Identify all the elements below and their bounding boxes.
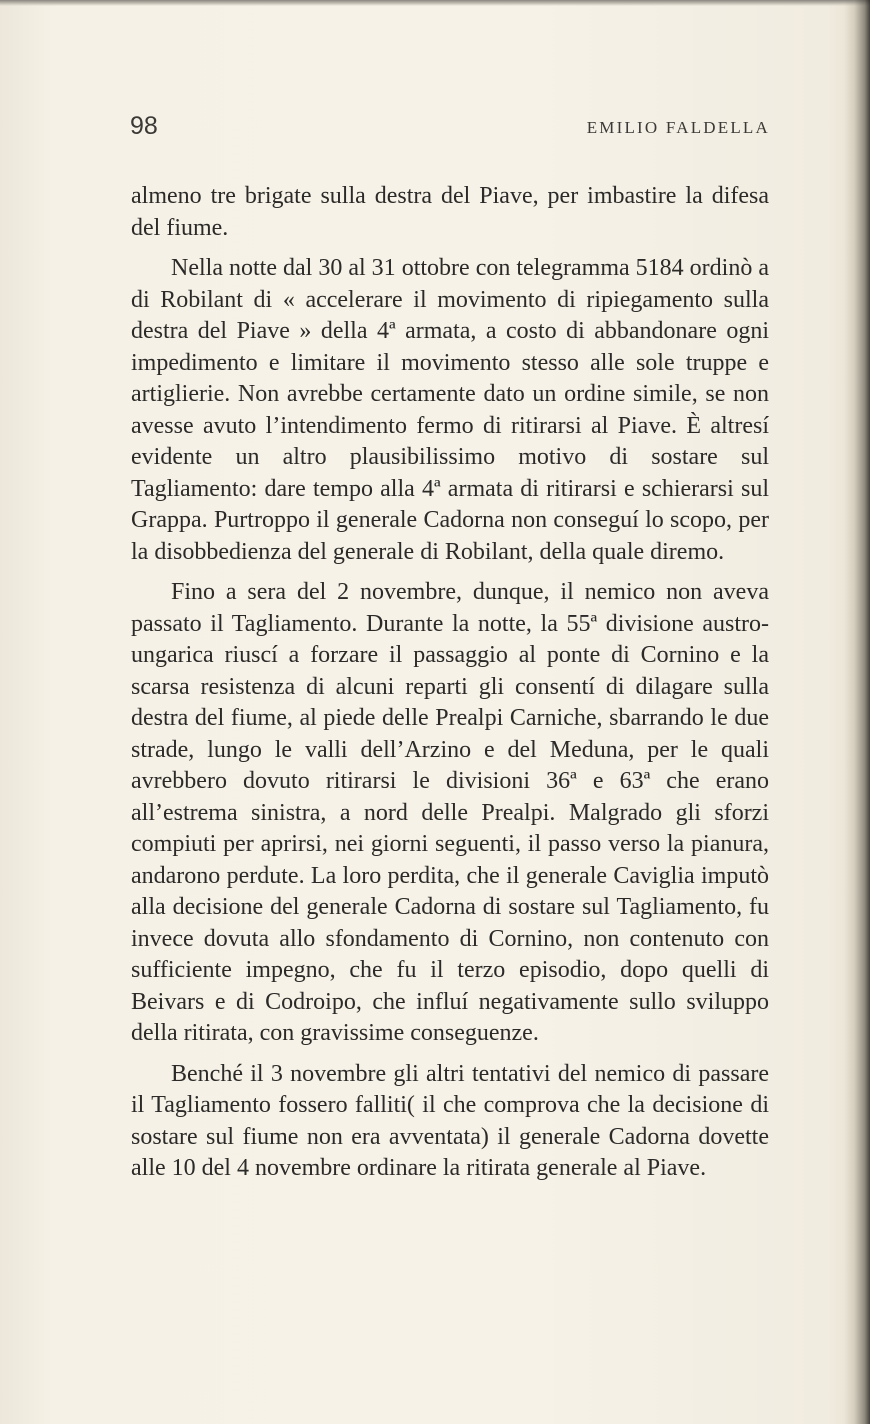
- paragraph-continuation: almeno tre brigate sulla destra del Piave, per imbastire la difesa del fiume.: [131, 183, 769, 241]
- paragraph: Nella notte dal 30 al 31 ottobre con telegramma 5184 ordinò a di Robilant di « accelerare il movimento di ripiegamento sulla destra del Piave » della 4ª armata, a costo di abbandonare ogni impedimento e limitare il movimento stesso alle sole truppe e artiglierie. Non avrebbe certamente dato un ordine simile, se non avesse avuto l’intendimento fermo di ritirarsi al Piave. È altresí evidente un altro plausibilissimo motivo di sostare sul Tagliamento: dare tempo alla 4ª armata di ritirarsi e schierarsi sul Grappa. Purtroppo il generale Cadorna non conseguí lo scopo, per la disobbedienza del generale di Robilant, della quale diremo.: [131, 255, 769, 565]
- paragraph: Benché il 3 novembre gli altri tentativi del nemico di passare il Tagliamento fossero falliti( il che comprova che la decisione di sostare sul fiume non era avventata) il generale Cadorna dovette alle 10 del 4 novembre ordinare la ritirata generale al Piave.: [131, 1060, 769, 1181]
- page-top-edge: [0, 0, 870, 6]
- page-binding-shadow: [844, 0, 870, 1424]
- body-text: [131, 181, 769, 1185]
- page-number: 98: [130, 112, 158, 140]
- running-head: EMILIO FALDELLA: [586, 118, 770, 137]
- paragraph: Fino a sera del 2 novembre, dunque, il nemico non aveva passato il Tagliamento. Durante la notte, la 55ª divisione austro-ungarica riuscí a forzare il passaggio al ponte di Cornino e la scarsa resistenza di alcuni reparti gli consentí di dilagare sulla destra del fiume, al piede delle Prealpi Carniche, sbarrando le due strade, lungo le valli dell’Arzino e del Meduna, per le quali avrebbero dovuto ritirarsi le divisioni 36ª e 63ª che erano all’estrema sinistra, a nord delle Prealpi. Malgrado gli sforzi compiuti per aprirsi, nei giorni seguenti, il passo verso la pianura, andarono perdute. La loro perdita, che il generale Caviglia imputò alla decisione del generale Cadorna di sostare sul Tagliamento, fu invece dovuta allo sfondamento di Cornino, non contenuto con sufficiente impegno, che fu il terzo episodio, dopo quelli di Beivars e di Codroipo, che influí negativamente sullo sviluppo della ritirata, con gravissime conseguenze.: [131, 579, 769, 1046]
- page-header: [130, 112, 770, 142]
